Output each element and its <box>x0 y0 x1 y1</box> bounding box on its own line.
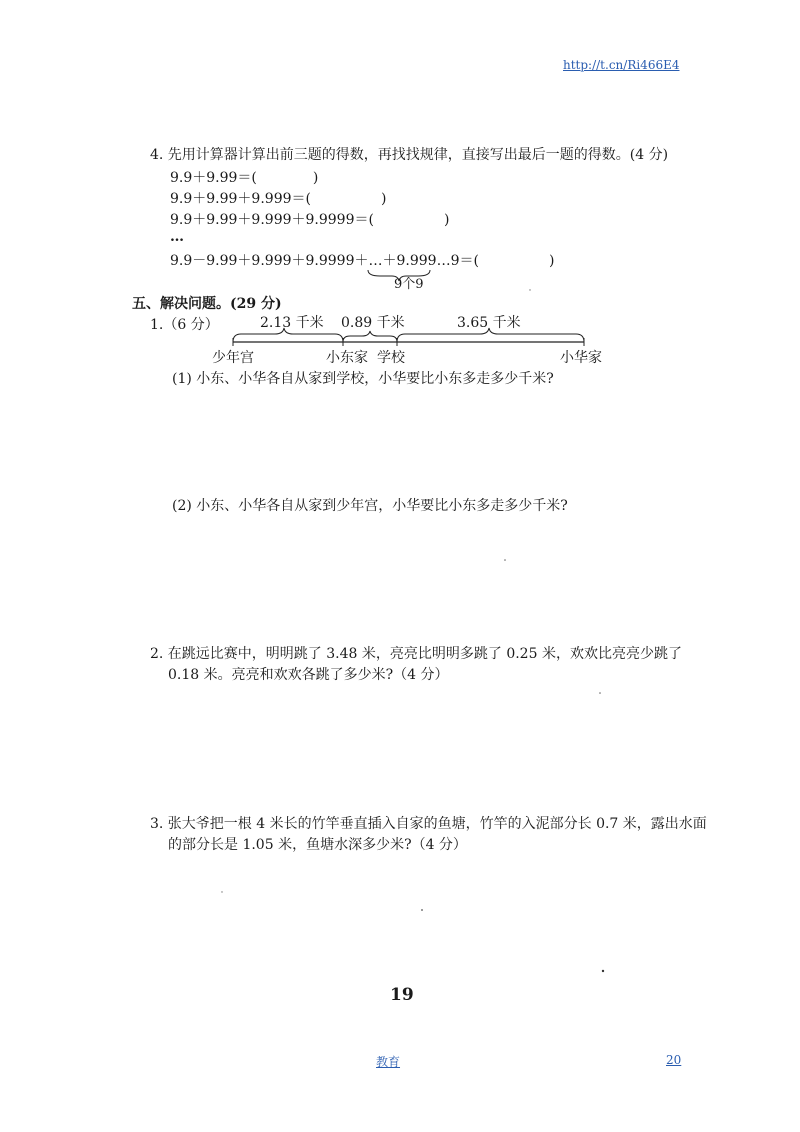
q4-ellipsis: … <box>170 229 184 245</box>
q4-line-2: 9.9＋9.99＋9.999＝( ) <box>170 191 387 207</box>
p2-line-2: 0.18 米。亮亮和欢欢各跳了多少米?（4 分） <box>168 667 449 683</box>
footer-link[interactable]: 教育 <box>376 1055 401 1069</box>
p1-label: 1.（6 分） <box>150 317 219 333</box>
brace-xiaodong-school <box>343 331 397 342</box>
q4-line-3: 9.9＋9.99＋9.999＋9.9999＝( ) <box>170 212 450 228</box>
q4-line-1: 9.9＋9.99＝( ) <box>170 170 319 186</box>
p1-sub1: (1) 小东、小华各自从家到学校，小华要比小东多走多少千米? <box>172 371 554 387</box>
p1-seg1-label: 2.13 千米 <box>260 315 324 331</box>
p1-seg2-label: 0.89 千米 <box>341 315 405 331</box>
section5-heading: 五、解决问题。(29 分) <box>132 296 282 312</box>
page-number: 19 <box>390 985 414 1005</box>
p2-line-1: 2. 在跳远比赛中，明明跳了 3.48 米，亮亮比明明多跳了 0.25 米，欢欢比亮亮少跳了 <box>150 646 682 662</box>
p1-place-xiaodong: 小东家 <box>326 350 368 366</box>
p3-line-1: 3. 张大爷把一根 4 米长的竹竿垂直插入自家的鱼塘，竹竿的入泥部分长 0.7 米，露出水面 <box>150 816 707 832</box>
q4-line-4: 9.9－9.99＋9.999＋9.9999＋…＋9.999…9＝( ) <box>170 253 555 269</box>
p1-place-school: 学校 <box>377 350 405 366</box>
p1-place-xiaohua: 小华家 <box>560 350 602 366</box>
q4-title: 4. 先用计算器计算出前三题的得数，再找找规律，直接写出最后一题的得数。(4 分) <box>150 147 669 163</box>
q4-brace-label: 9个9 <box>394 277 424 292</box>
p1-place-shaoniangong: 少年宫 <box>212 350 254 366</box>
p1-sub2: (2) 小东、小华各自从家到少年宫，小华要比小东多走多少千米? <box>172 498 568 514</box>
header-url-link[interactable]: http://t.cn/Ri466E4 <box>563 58 680 72</box>
footer-right-number[interactable]: 20 <box>666 1053 682 1067</box>
p3-line-2: 的部分长是 1.05 米，鱼塘水深多少米?（4 分） <box>168 837 467 853</box>
p1-seg3-label: 3.65 千米 <box>457 315 521 331</box>
